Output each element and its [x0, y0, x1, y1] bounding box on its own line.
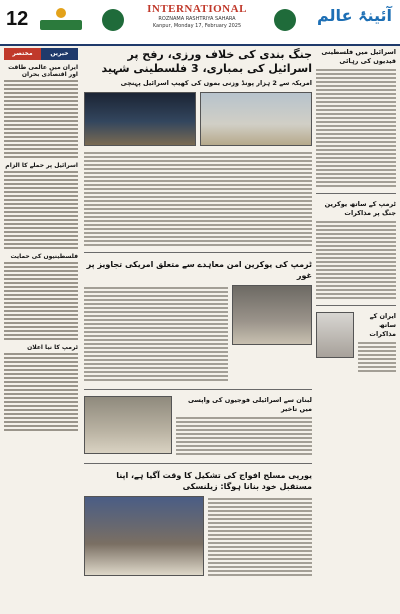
- lead-photo-left: [84, 92, 196, 146]
- masthead: [0, 0, 400, 46]
- brief-item: [4, 253, 78, 340]
- main-column: [84, 48, 312, 610]
- section-title: آئینۂ عالم: [317, 6, 392, 25]
- masthead-title-block: [124, 3, 270, 29]
- page-number: 12: [6, 8, 29, 30]
- story-divider: [316, 305, 396, 306]
- story3-body: [208, 496, 312, 578]
- right-story-1-body: [316, 69, 396, 187]
- brief-headline: ایران میں عالمی طاقت اور اقتصادی بحران: [8, 64, 78, 78]
- sahara-logo: [32, 6, 90, 34]
- story-divider: [84, 463, 312, 464]
- masthead-subtitle: ROZNAMA RASHTRIYA SAHARA: [158, 16, 236, 22]
- brief-body: [4, 80, 78, 158]
- brief-body: [4, 171, 78, 249]
- right-story-3-body: [358, 342, 396, 372]
- brief-headline: فلسطینیوں کی حمایت: [10, 253, 78, 260]
- lead-subheadline: امریکہ سے 2 ہزار پونڈ وزنی بموں کی کھیپ اسرائیل پہنچی: [120, 79, 312, 87]
- right-headline-3: ایران کے ساتھ مذاکرات: [369, 312, 396, 338]
- brief-body: [4, 262, 78, 340]
- briefs-tabs: [4, 48, 78, 60]
- story2-photo: [232, 285, 312, 345]
- story2-headline: ٹرمپ کی یوکرین امن معاہدے سے متعلق امریکی تجاویز پر غور: [86, 260, 312, 280]
- lead-story-body: [84, 152, 312, 246]
- story4-photo: [84, 396, 172, 454]
- lead-photo-right: [200, 92, 312, 146]
- story4-body: [176, 417, 312, 455]
- brief-headline: اسرائیل پر حملے کا الزام: [5, 162, 78, 169]
- tab-briefs-red: مختصر: [4, 48, 41, 60]
- story-divider: [84, 252, 312, 253]
- brief-item: [4, 64, 78, 158]
- right-story-2-body: [316, 221, 396, 299]
- masthead-title: INTERNATIONAL: [147, 3, 247, 15]
- brief-headline: ٹرمپ کا نیا اعلان: [27, 344, 78, 351]
- masthead-dateline: Kanpur, Monday 17, February 2025: [152, 23, 242, 29]
- right-headline-1: اسرائیل میں فلسطینی قیدیوں کی رہائی: [321, 48, 396, 65]
- story3-photo: [84, 496, 204, 576]
- portrait-photo: [316, 312, 354, 358]
- story4-headline: لبنان سے اسرائیلی فوجیوں کی واپسی میں تاخیر: [187, 396, 312, 413]
- story2-body: [84, 285, 228, 383]
- brief-item: [4, 344, 78, 431]
- emblem-left-icon: [102, 9, 124, 31]
- right-headline-2: ٹرمپ کے ساتھ یوکرین جنگ پر مذاکرات: [324, 200, 396, 217]
- tab-briefs-blue: خبریں: [41, 48, 78, 60]
- right-column: [316, 48, 396, 610]
- story-divider: [316, 193, 396, 194]
- brief-body: [4, 353, 78, 431]
- briefs-column: [4, 48, 78, 610]
- lead-headline: جنگ بندی کی خلاف ورزی، رفح پر اسرائیل کی بمباری، 3 فلسطینی شہید: [101, 48, 312, 75]
- story-divider: [84, 389, 312, 390]
- emblem-right-icon: [274, 9, 296, 31]
- story3-headline: یورپی مسلح افواج کی تشکیل کا وقت آگیا ہے، اپنا مستقبل خود بنانا ہوگا: زیلنسکی: [116, 471, 312, 491]
- brief-item: [4, 162, 78, 249]
